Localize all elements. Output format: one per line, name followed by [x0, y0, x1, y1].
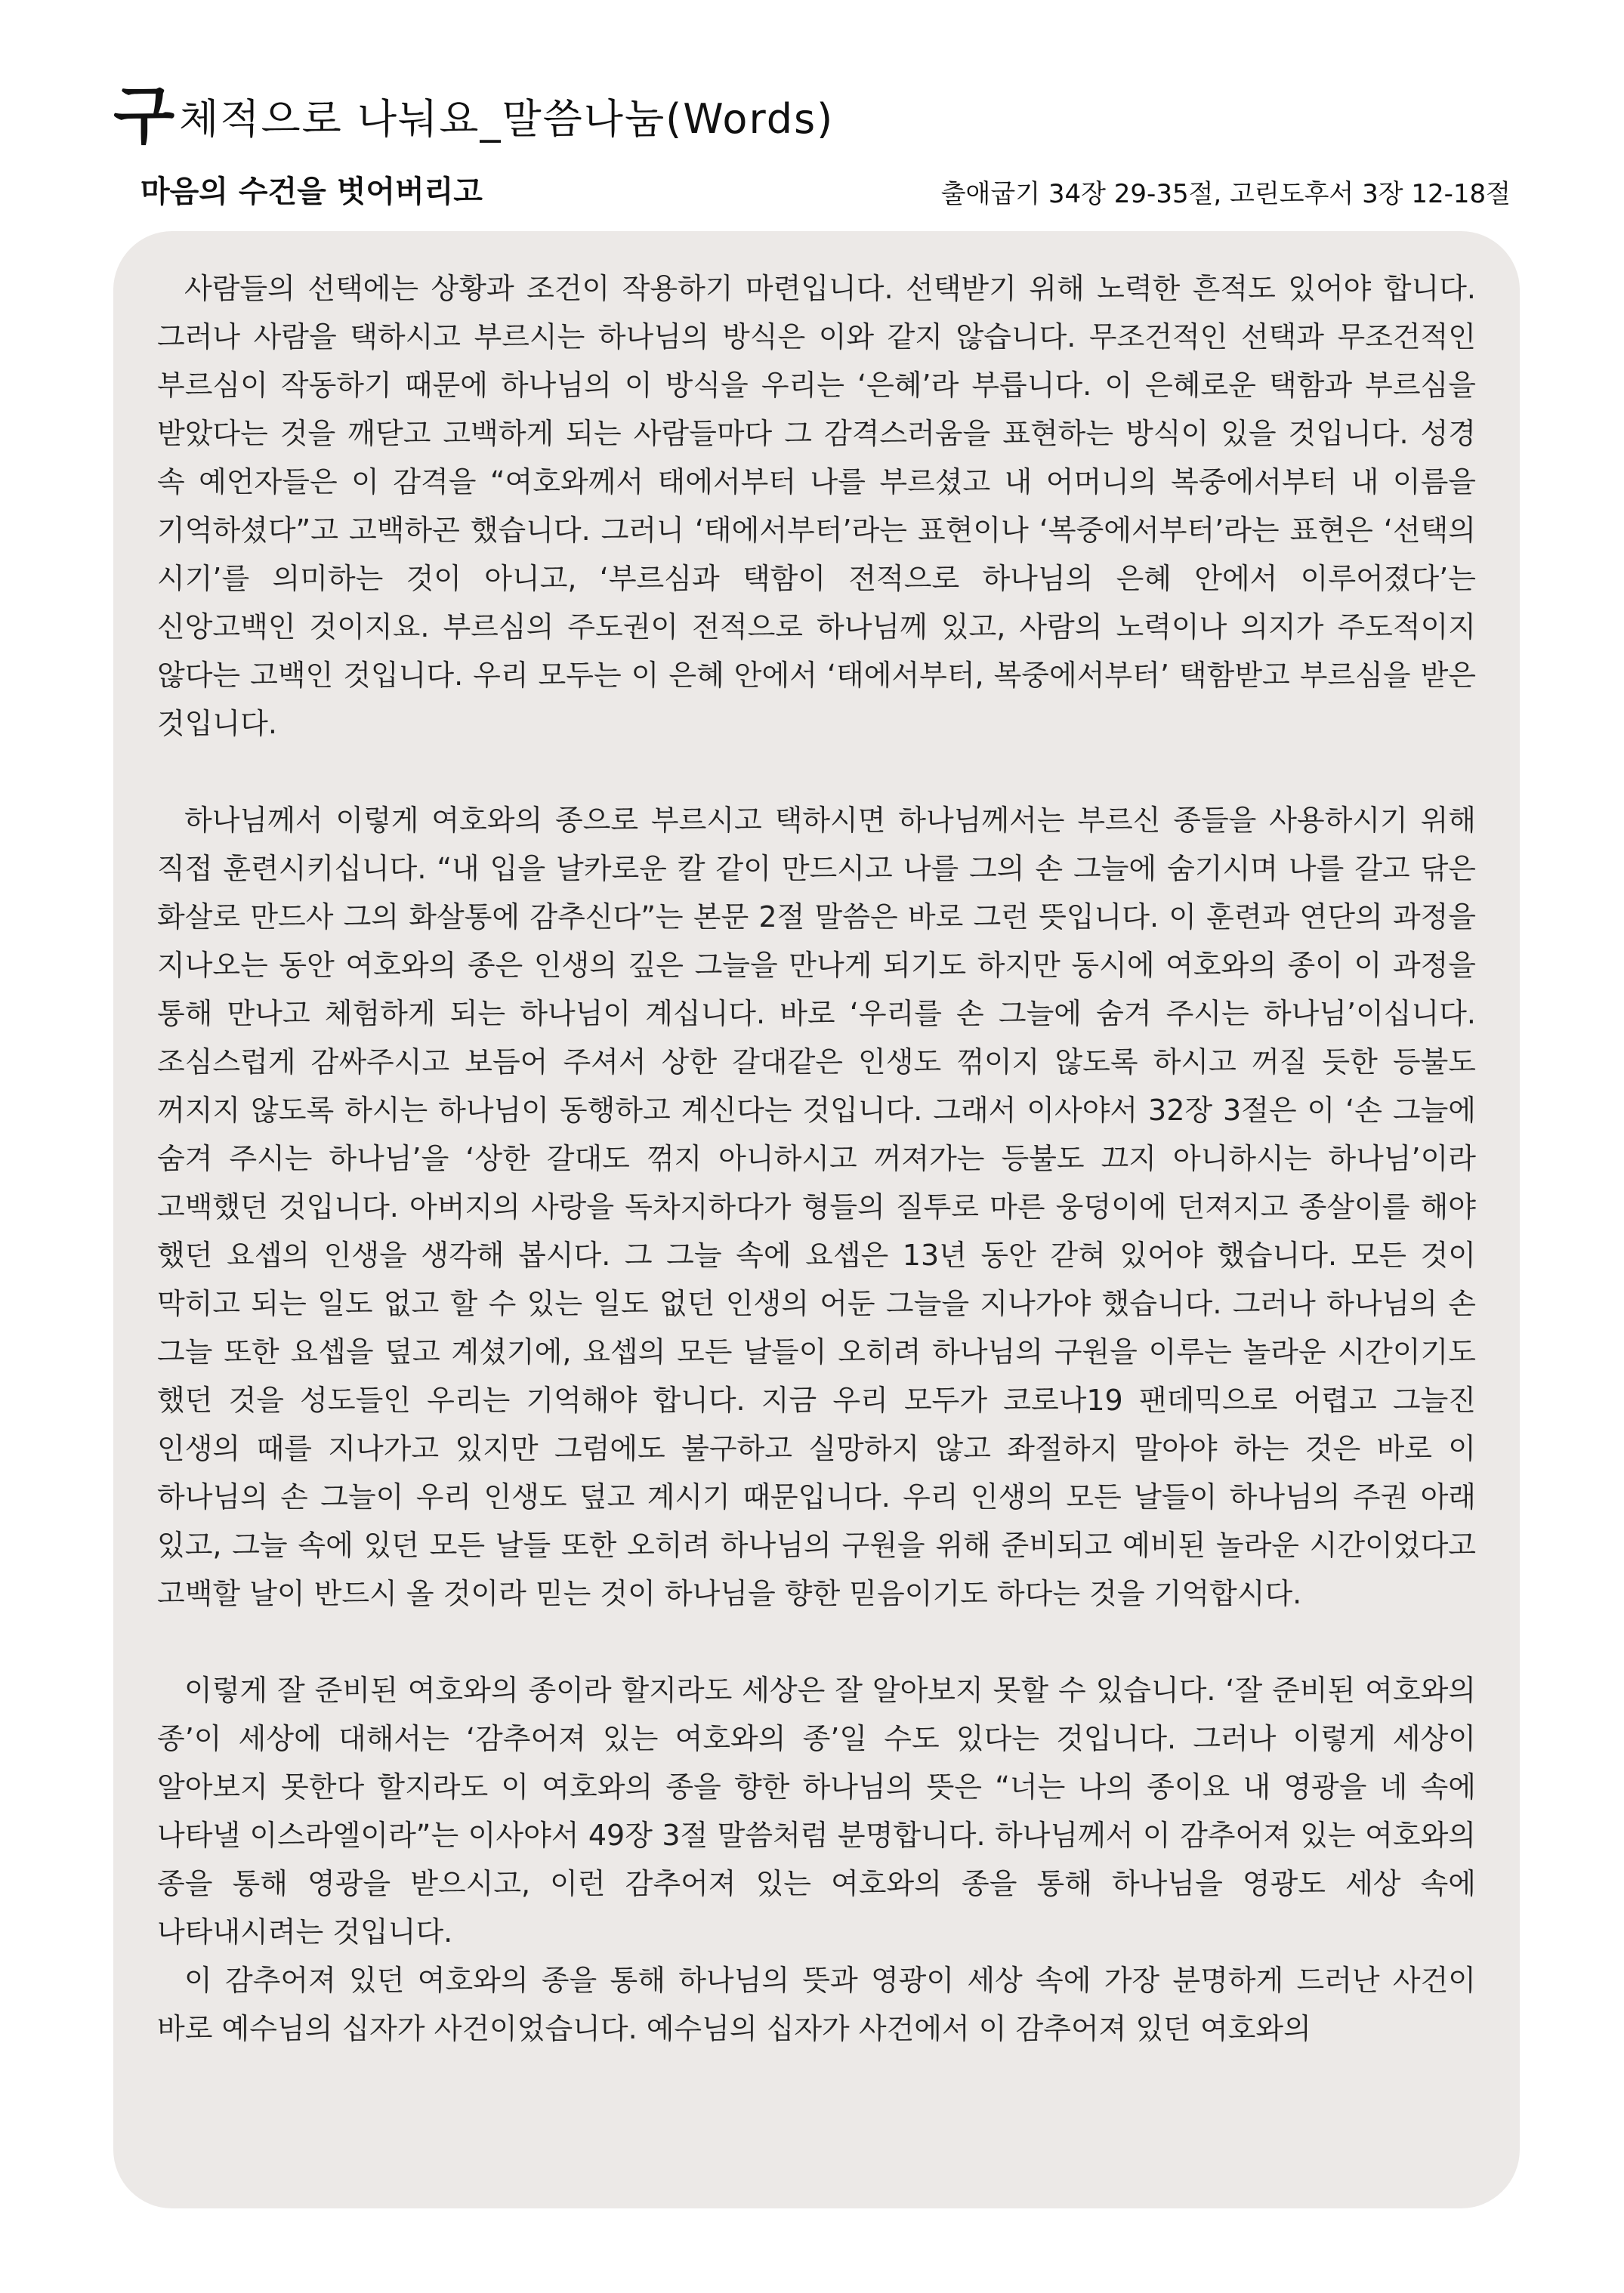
paragraph-4: 이 감추어져 있던 여호와의 종을 통해 하나님의 뜻과 영광이 세상 속에 가장 분명하게 드러난 사건이 바로 예수님의 십자가 사건이었습니다. 예수님의 십자가 사건에서 이 감추어져 있던 여호와의 [157, 1964, 1476, 2045]
sermon-body-box [113, 231, 1520, 2208]
section-title-text: 체적으로 나눠요_말씀나눔(Words) [179, 95, 835, 143]
paragraph-1: 사람들의 선택에는 상황과 조건이 작용하기 마련입니다. 선택받기 위해 노력한 흔적도 있어야 합니다. 그러나 사람을 택하시고 부르시는 하나님의 방식은 이와 같지 않습니다. 무조건적인 선택과 무조건적인 부르심이 작동하기 때문에 하나님의 이 방식을 우리는 ‘은혜’라 부릅니다. 이 은혜로운 택함과 부르심을 받았다는 것을 깨닫고 고백하게 되는 사람들마다 그 감격스러움을 표현하는 방식이 있을 것입니다. 성경 속 예언자들은 이 감격을 “여호와께서 태에서부터 나를 부르셨고 내 어머니의 복중에서부터 내 이름을 기억하셨다”고 고백하곤 했습니다. 그러니 ‘태에서부터’라는 표현이나 ‘복중에서부터’라는 표현은 ‘선택의 시기’를 의미하는 것이 아니고, ‘부르심과 택함이 전적으로 하나님의 은혜 안에서 이루어졌다’는 신앙고백인 것이지요. 부르심의 주도권이 전적으로 하나님께 있고, 사람의 노력이나 의지가 주도적이지 않다는 고백인 것입니다. 우리 모두는 이 은혜 안에서 ‘태에서부터, 복중에서부터’ 택함받고 부르심을 받은 것입니다. [157, 272, 1476, 740]
paragraph-3: 이렇게 잘 준비된 여호와의 종이라 할지라도 세상은 잘 알아보지 못할 수 있습니다. ‘잘 준비된 여호와의 종’이 세상에 대해서는 ‘감추어져 있는 여호와의 종’일 수도 있다는 것입니다. 그러나 이렇게 세상이 알아보지 못한다 할지라도 이 여호와의 종을 향한 하나님의 뜻은 “너는 나의 종이요 내 영광을 네 속에 나타낼 이스라엘이라”는 이사야서 49장 3절 말씀처럼 분명합니다. 하나님께서 이 감추어져 있는 여호와의 종을 통해 영광을 받으시고, 이런 감추어져 있는 여호와의 종을 통해 하나님을 영광도 세상 속에 나타내시려는 것입니다. [157, 1674, 1476, 1949]
section-title [113, 79, 835, 153]
paragraph-2: 하나님께서 이렇게 여호와의 종으로 부르시고 택하시면 하나님께서는 부르신 종들을 사용하시기 위해 직접 훈련시키십니다. “내 입을 날카로운 칼 같이 만드시고 나를 그의 손 그늘에 숨기시며 나를 갈고 닦은 화살로 만드사 그의 화살통에 감추신다”는 본문 2절 말씀은 바로 그런 뜻입니다. 이 훈련과 연단의 과정을 지나오는 동안 여호와의 종은 인생의 깊은 그늘을 만나게 되기도 하지만 동시에 여호와의 종이 이 과정을 통해 만나고 체험하게 되는 하나님이 계십니다. 바로 ‘우리를 손 그늘에 숨겨 주시는 하나님’이십니다. 조심스럽게 감싸주시고 보듬어 주셔서 상한 갈대같은 인생도 꺾이지 않도록 하시고 꺼질 듯한 등불도 꺼지지 않도록 하시는 하나님이 동행하고 계신다는 것입니다. 그래서 이사야서 32장 3절은 이 ‘손 그늘에 숨겨 주시는 하나님’을 ‘상한 갈대도 꺾지 아니하시고 꺼져가는 등불도 끄지 아니하시는 하나님’이라 고백했던 것입니다. 아버지의 사랑을 독차지하다가 형들의 질투로 마른 웅덩이에 던져지고 종살이를 해야 했던 요셉의 인생을 생각해 봅시다. 그 그늘 속에 요셉은 13년 동안 갇혀 있어야 했습니다. 모든 것이 막히고 되는 일도 없고 할 수 있는 일도 없던 인생의 어둔 그늘을 지나가야 했습니다. 그러나 하나님의 손 그늘 또한 요셉을 덮고 계셨기에, 요셉의 모든 날들이 오히려 하나님의 구원을 이루는 놀라운 시간이기도 했던 것을 성도들인 우리는 기억해야 합니다. 지금 우리 모두가 코로나19 팬데믹으로 어렵고 그늘진 인생의 때를 지나가고 있지만 그럼에도 불구하고 실망하지 않고 좌절하지 말아야 하는 것은 바로 이 하나님의 손 그늘이 우리 인생도 덮고 계시기 때문입니다. 우리 인생의 모든 날들이 하나님의 주권 아래 있고, 그늘 속에 있던 모든 날들 또한 오히려 하나님의 구원을 위해 준비되고 예비된 놀라운 시간이었다고 고백할 날이 반드시 올 것이라 믿는 것이 하나님을 향한 믿음이기도 하다는 것을 기억합시다. [157, 804, 1476, 1610]
scripture-reference: 출애굽기 34장 29-35절, 고린도후서 3장 12-18절 [940, 179, 1511, 209]
section-title-initial: 구 [113, 79, 177, 153]
sermon-title: 마음의 수건을 벗어버리고 [140, 174, 483, 209]
